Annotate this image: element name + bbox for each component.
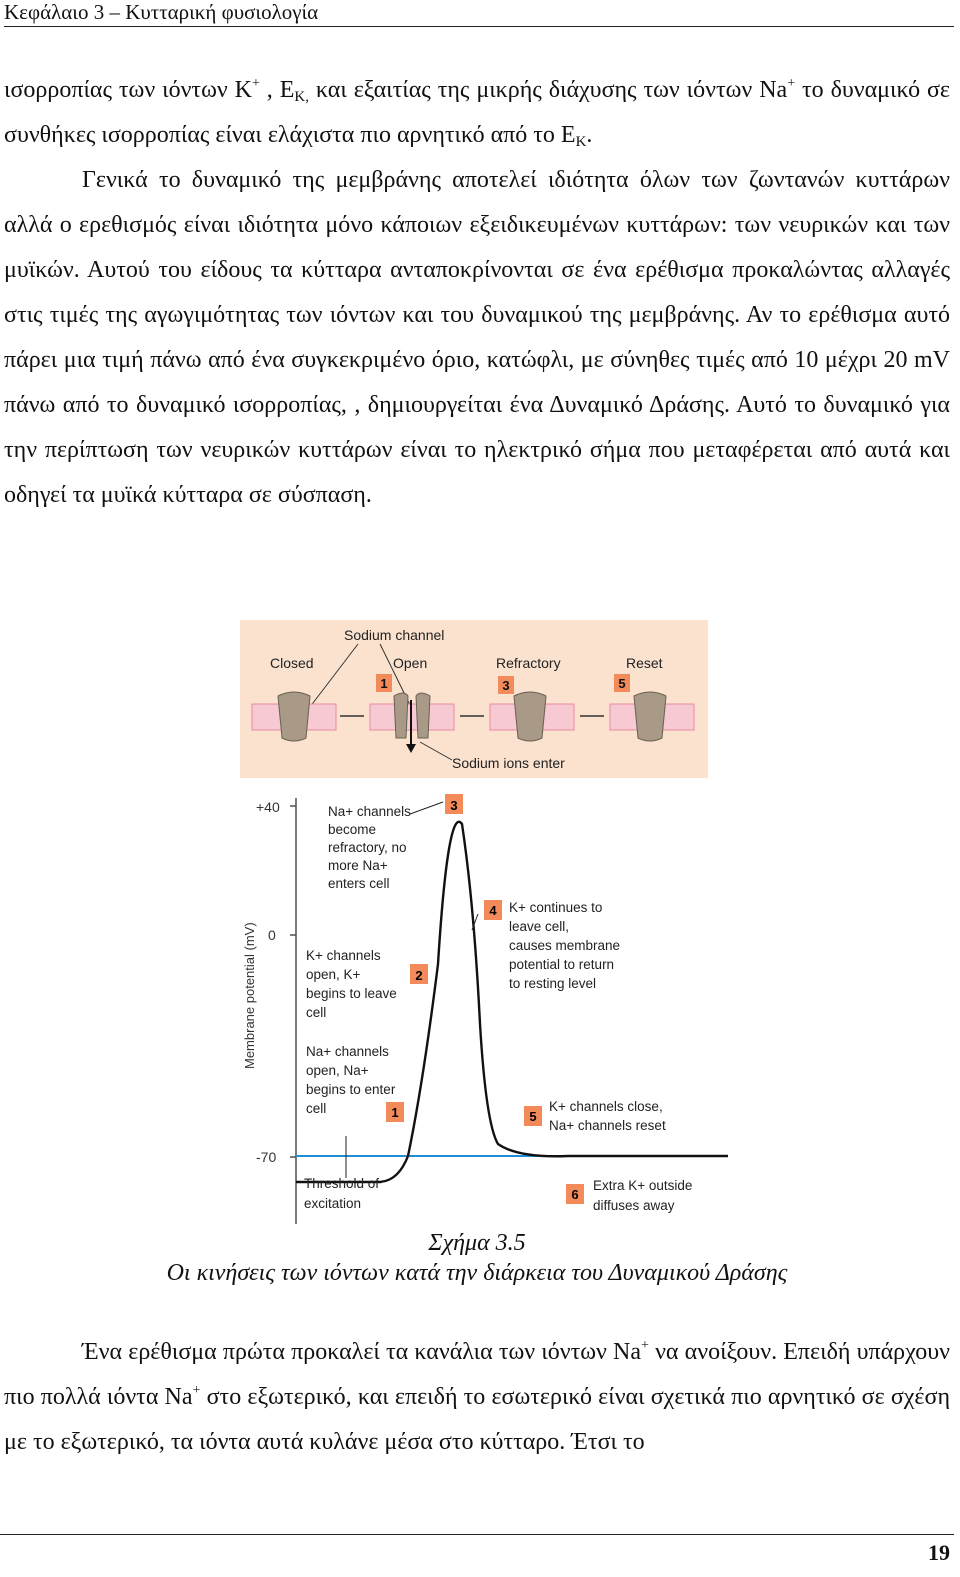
paragraph-3: Ένα ερέθισμα πρώτα προκαλεί τα κανάλια των ιόντων Na+ να ανοίξουν. Επειδή υπάρχουν πιο πολλά ιόντα Na+ στο εξωτερικό, και επειδή το εσωτερικό είναι σχετικά πιο αρνητικό σε σχέση με το εξωτερικό, τα ιόντα αυτά κυλάνε μέσα στο κύτταρο. Έτσι το (4, 1338, 950, 1455)
annotation-text: Na+ channels open, Na+ begins to enter cell (306, 1044, 396, 1116)
step-badge-number: 4 (489, 903, 497, 918)
paragraph-2: Γενικά το δυναμικό της μεμβράνης αποτελεί ιδιότητα όλων των ζωντανών κυττάρων αλλά ο ερεθισμός είναι ιδιότητα μόνο κάποιων εξειδικευμένων κυττάρων: των νευρικών και των μυϊκών. Αυτού του είδους τα κύτταρα ανταποκρίνονται σε ένα ερέθισμα προκαλώντας αλλαγές στις τιμές της αγωγιμότητας των ιόντων και του δυναμικού της μεμβράνης. Αν το ερέθισμα αυτό πάρει μια τιμή πάνω από ένα συγκεκριμένο όριο, κατώφλι, με σύνηθες τιμές από 10 μέχρι 20 mV πάνω από το δυναμικό ισορροπίας, , δημιουργείται ένα Δυναμικό Δράσης. Αυτό το δυναμικό για την περίπτωση των νευρικών κυττάρων είναι το ηλεκτρικό σήμα που μεταφέρεται από αυτά και οδηγεί τα μυϊκά κύτταρα σε σύσπαση. (4, 167, 950, 508)
step-badge-number: 5 (529, 1109, 537, 1124)
figure-number: Σχήμα 3.5 (428, 1230, 526, 1256)
y-tick-label: +40 (256, 799, 280, 815)
running-header: Κεφάλαιο 3 – Κυτταρική φυσιολογία (4, 0, 954, 27)
step-badge-number: 1 (380, 676, 388, 691)
y-ticks (290, 806, 296, 1157)
refractory-channel-icon (514, 692, 546, 741)
annotation-text: K+ channels close, Na+ channels reset (549, 1099, 666, 1133)
y-tick-label: 0 (268, 927, 276, 943)
sodium-channel-label: Sodium channel (344, 627, 445, 643)
y-axis-label: Membrane potential (mV) (242, 922, 257, 1069)
annotation-text: K+ channels open, K+ begins to leave cell (306, 948, 397, 1020)
annotation-text: K+ continues to leave cell, causes membrane potential to return to resting level (509, 900, 621, 991)
step-badge-number: 6 (571, 1187, 579, 1202)
y-tick-label: -70 (256, 1149, 277, 1165)
state-label: Open (393, 655, 428, 671)
paragraph-1: ισορροπίας των ιόντων K+ , $E_{K,}$ και εξαιτίας της μικρής διάχυσης των ιόντων Na+ το δυναμικό σε συνθήκες ισορροπίας είναι ελάχιστα πιο αρνητικό από το $E_K$. (4, 76, 951, 150)
step-badge-number: 5 (618, 676, 626, 691)
action-potential-diagram (228, 784, 733, 1224)
state-label: Closed (270, 655, 314, 671)
threshold-label: Threshold of excitation (304, 1176, 380, 1211)
step-badge-number: 3 (450, 798, 458, 813)
page-number: 19 (928, 1540, 950, 1565)
state-label: Reset (626, 655, 663, 671)
figure-caption: Οι κινήσεις των ιόντων κατά την διάρκεια του Δυναμικού Δράσης (166, 1260, 788, 1286)
sodium-channel-diagram (240, 620, 708, 778)
annotation-text: Extra K+ outside diffuses away (593, 1178, 693, 1213)
sodium-ions-label: Sodium ions enter (452, 755, 565, 771)
step-badge-number: 2 (415, 968, 423, 983)
footer-rule (0, 1534, 954, 1535)
step-badge-number: 3 (502, 678, 510, 693)
leader-line (410, 802, 443, 814)
reset-channel-icon (634, 692, 666, 741)
state-label: Refractory (496, 655, 561, 671)
step-badge-number: 1 (391, 1105, 399, 1120)
annotation-text: Na+ channels become refractory, no more Na+ enters cell (328, 804, 411, 891)
closed-channel-icon (278, 692, 310, 741)
